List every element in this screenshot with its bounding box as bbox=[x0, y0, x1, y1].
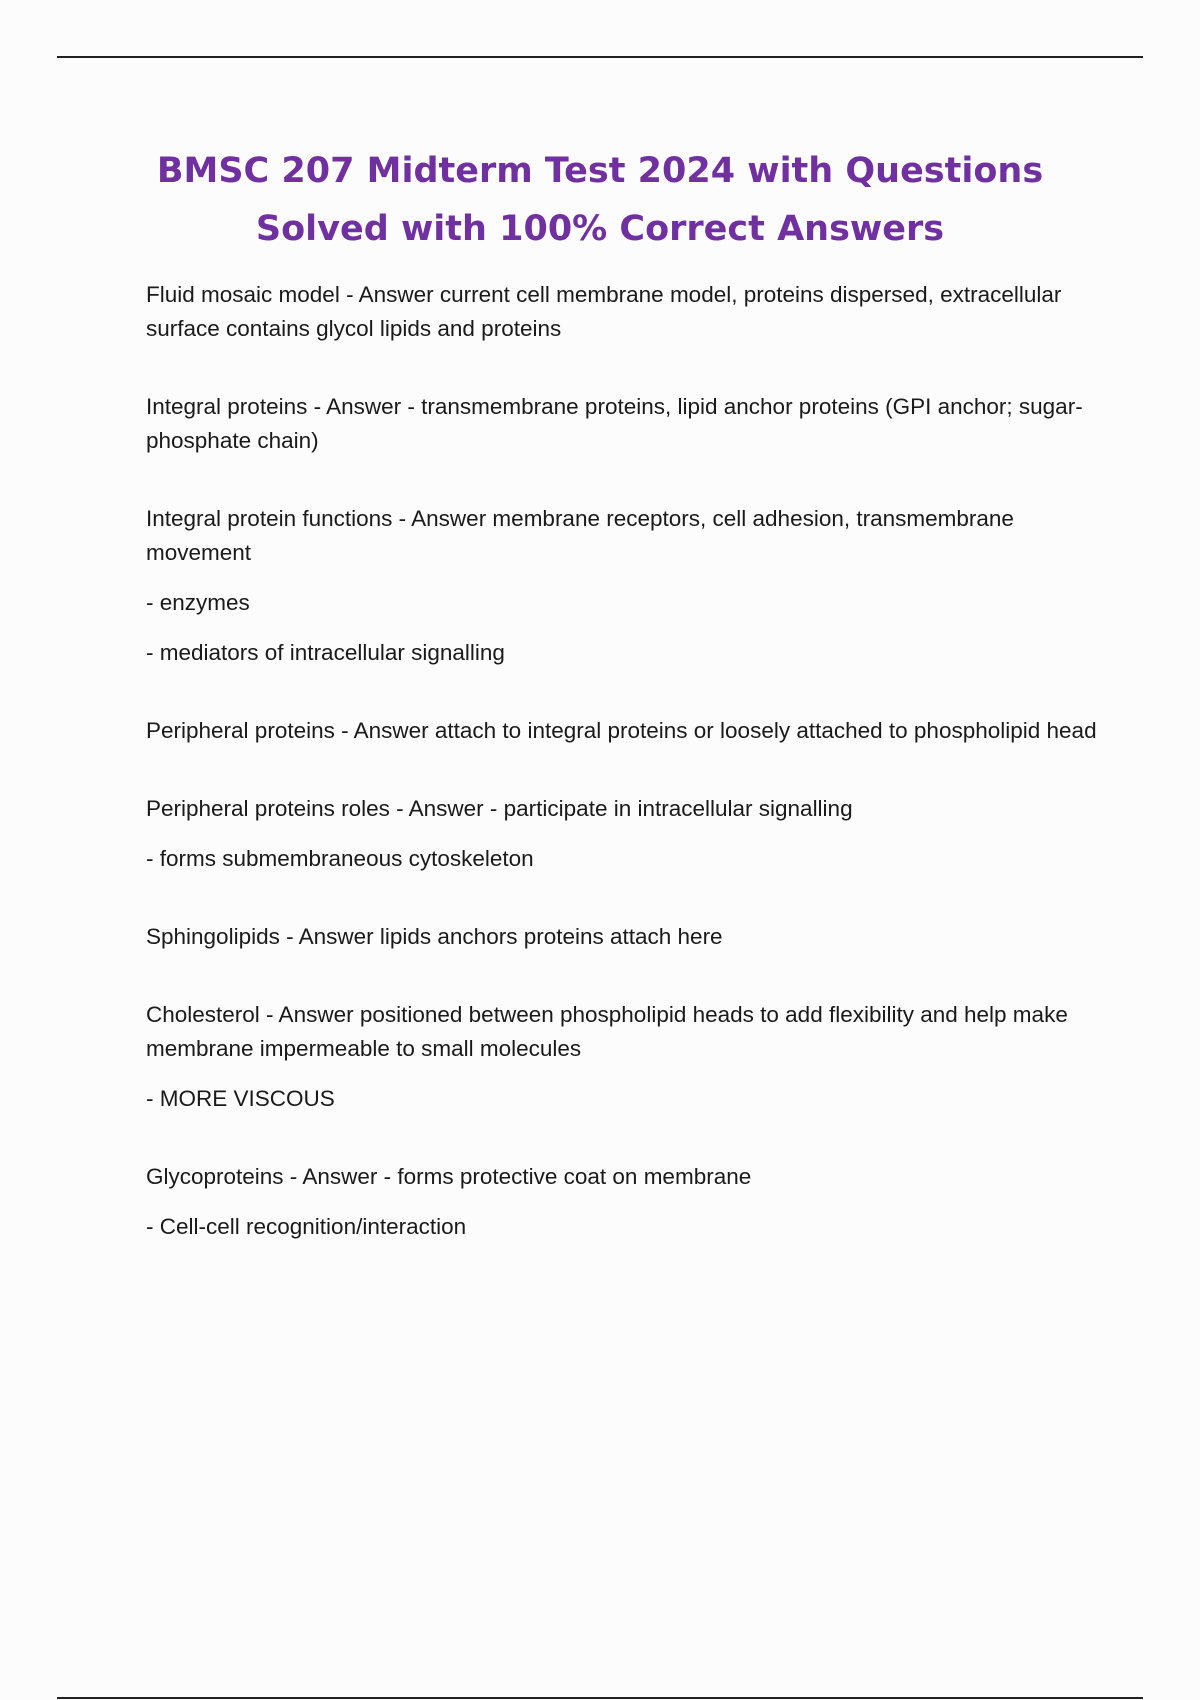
qa-bullet: - forms submembraneous cytoskeleton bbox=[146, 846, 534, 871]
document-title bbox=[100, 142, 1100, 258]
qa-text: Peripheral proteins roles - Answer - participate in intracellular signalling bbox=[146, 796, 853, 821]
qa-entry-peripheral-proteins-roles bbox=[146, 792, 1106, 876]
qa-bullet: - enzymes bbox=[146, 590, 250, 615]
qa-entry-integral-protein-functions bbox=[146, 502, 1106, 670]
qa-entry-fluid-mosaic-model bbox=[146, 278, 1106, 346]
qa-entry-cholesterol bbox=[146, 998, 1106, 1116]
qa-entry-sphingolipids bbox=[146, 920, 1106, 954]
qa-text: Integral protein functions - Answer membrane receptors, cell adhesion, transmembrane movement bbox=[146, 506, 1014, 565]
title-line-2: Solved with 100% Correct Answers bbox=[255, 209, 945, 249]
qa-bullet: - mediators of intracellular signalling bbox=[146, 640, 505, 665]
qa-bullet: - Cell-cell recognition/interaction bbox=[146, 1214, 467, 1239]
qa-entry-peripheral-proteins bbox=[146, 714, 1106, 748]
qa-text: Glycoproteins - Answer - forms protective coat on membrane bbox=[146, 1164, 752, 1189]
qa-text: Fluid mosaic model - Answer current cell membrane model, proteins dispersed, extracellular surface contains glycol lipids and proteins bbox=[146, 282, 1062, 341]
qa-entry-integral-proteins bbox=[146, 390, 1106, 458]
qa-text: Cholesterol - Answer positioned between phospholipid heads to add flexibility and help make membrane impermeable to small molecules bbox=[146, 1002, 1068, 1061]
qa-entry-glycoproteins bbox=[146, 1160, 1106, 1244]
qa-list bbox=[146, 278, 1106, 1288]
qa-bullet: - MORE VISCOUS bbox=[146, 1086, 335, 1111]
qa-text: Sphingolipids - Answer lipids anchors proteins attach here bbox=[146, 924, 723, 949]
title-line-1: BMSC 207 Midterm Test 2024 with Questions bbox=[156, 151, 1044, 191]
qa-text: Peripheral proteins - Answer attach to integral proteins or loosely attached to phospholipid head bbox=[146, 718, 1097, 743]
qa-text: Integral proteins - Answer - transmembrane proteins, lipid anchor proteins (GPI anchor; sugar-phosphate chain) bbox=[146, 394, 1083, 453]
footer-rule bbox=[57, 1697, 1143, 1699]
header-rule bbox=[57, 56, 1143, 58]
